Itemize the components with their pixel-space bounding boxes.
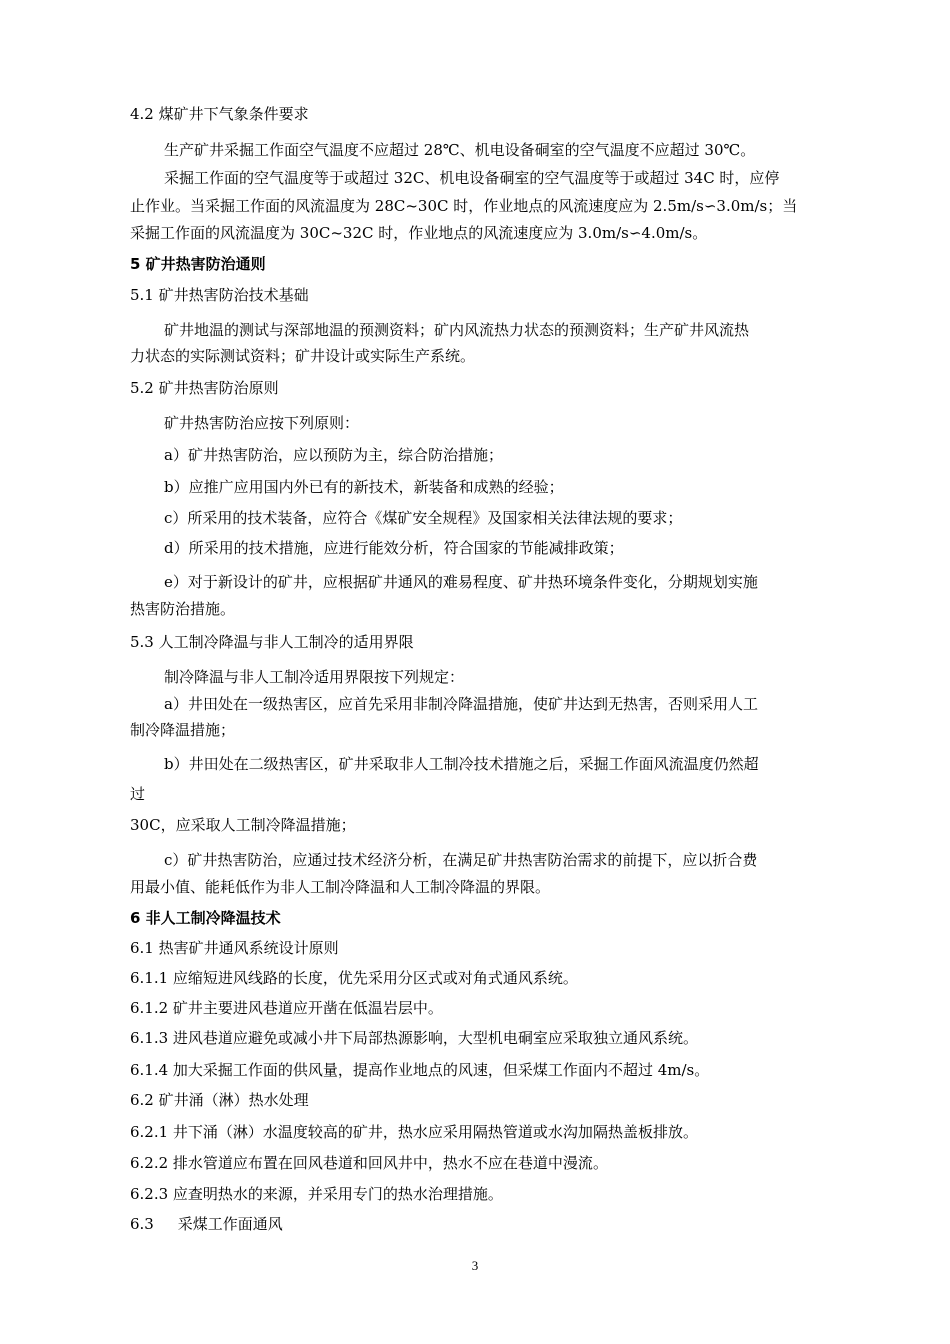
list-item-continuation: 30C，应采取人工制冷降温措施； [130,816,356,834]
clause-6-1-1: 6.1.1 应缩短进风线路的长度，优先采用分区式或对角式通风系统。 [130,969,578,987]
clause-6-1-4: 6.1.4 加大采掘工作面的供风量，提高作业地点的风速，但采煤工作面内不超过 4m/s。 [130,1061,710,1079]
list-item: b）井田处在二级热害区，矿井采取非人工制冷技术措施之后，采掘工作面风流温度仍然超 [164,755,759,773]
clause-6-2-1: 6.2.1 井下涌（淋）水温度较高的矿井，热水应采用隔热管道或水沟加隔热盖板排放。 [130,1123,698,1141]
section-heading-6-3: 6.3 采煤工作面通风 [130,1215,283,1233]
clause-6-1-3: 6.1.3 进风巷道应避免或减小井下局部热源影响，大型机电硐室应采取独立通风系统。 [130,1029,698,1047]
section-heading-6-1: 6.1 热害矿井通风系统设计原则 [130,939,339,957]
section-heading-5-2: 5.2 矿井热害防治原则 [130,379,279,397]
section-heading-6-2: 6.2 矿井涌（淋）热水处理 [130,1091,309,1109]
section-heading-5-3: 5.3 人工制冷降温与非人工制冷的适用界限 [130,633,414,651]
page-number: 3 [471,1258,479,1273]
section-heading-5: 5 矿井热害防治通则 [130,255,266,273]
list-item: e）对于新设计的矿井，应根据矿井通风的难易程度、矿井热环境条件变化，分期规划实施 [164,573,758,591]
paragraph-line: 矿井地温的测试与深部地温的预测资料；矿内风流热力状态的预测资料；生产矿井风流热 [164,321,750,339]
list-item: b）应推广应用国内外已有的新技术，新装备和成熟的经验； [164,478,564,496]
list-item-continuation: 热害防治措施。 [130,600,236,618]
paragraph-line: 采掘工作面的风流温度为 30C~32C 时，作业地点的风流速度应为 3.0m/s∽4.0m/s。 [130,224,708,242]
section-heading-5-1: 5.1 矿井热害防治技术基础 [130,286,309,304]
list-item-continuation: 过 [130,785,146,803]
clause-6-1-2: 6.1.2 矿井主要进风巷道应开凿在低温岩层中。 [130,999,443,1017]
section-heading-4-2: 4.2 煤矿井下气象条件要求 [130,105,309,123]
list-item: d）所采用的技术措施，应进行能效分析，符合国家的节能减排政策； [164,539,624,557]
list-item: a）矿井热害防治，应以预防为主，综合防治措施； [164,446,503,464]
list-item: a）井田处在一级热害区，应首先采用非制冷降温措施，使矿井达到无热害，否则采用人工 [164,695,758,713]
paragraph-line: 止作业。当采掘工作面的风流温度为 28C~30C 时，作业地点的风流速度应为 2.5m/s∽3.0m/s；当 [130,197,798,215]
list-item: c）矿井热害防治，应通过技术经济分析，在满足矿井热害防治需求的前提下，应以折合费 [164,851,758,869]
paragraph-line: 采掘工作面的空气温度等于或超过 32C、机电设备硐室的空气温度等于或超过 34C 时，应停 [164,169,780,187]
clause-6-2-2: 6.2.2 排水管道应布置在回风巷道和回风井中，热水不应在巷道中漫流。 [130,1154,608,1172]
clause-6-2-3: 6.2.3 应查明热水的来源，并采用专门的热水治理措施。 [130,1185,503,1203]
paragraph-line: 矿井热害防治应按下列原则： [164,414,360,432]
list-item: c）所采用的技术装备，应符合《煤矿安全规程》及国家相关法律法规的要求； [164,509,683,527]
paragraph-line: 制冷降温与非人工制冷适用界限按下列规定： [164,668,465,686]
paragraph-line: 力状态的实际测试资料；矿井设计或实际生产系统。 [130,347,476,365]
list-item-continuation: 制冷降温措施； [130,721,236,739]
section-heading-6: 6 非人工制冷降温技术 [130,909,281,927]
paragraph-line: 生产矿井采掘工作面空气温度不应超过 28℃、机电设备硐室的空气温度不应超过 30℃。 [164,141,756,159]
list-item-continuation: 用最小值、能耗低作为非人工制冷降温和人工制冷降温的界限。 [130,878,551,896]
